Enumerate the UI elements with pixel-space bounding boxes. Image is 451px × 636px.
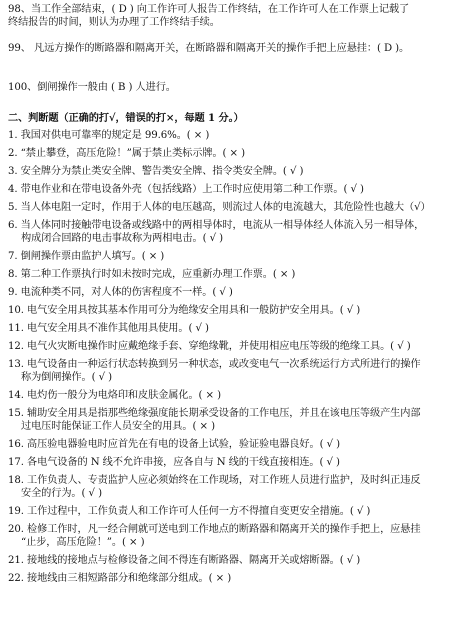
judgment-text: 6. 当人体同时接触带电设备或线路中的两相导体时，电流从一相导体经人体流入另一相导体， [8,220,425,231]
judgment-item [8,456,441,469]
judgment-item [8,183,441,196]
question-98 [8,3,441,42]
question-99 [8,42,441,81]
question-100 [8,81,441,107]
question-text: 100、倒闸操作一般由 ( B ) 人进行。 [8,82,176,93]
judgment-text: 4. 带电作业和在带电设备外壳（包括线路）上工作时应使用第二种工作票。( √ ) [8,184,364,195]
judgment-text-cont: 称为倒闸操作。( √ ) [21,372,113,383]
judgment-item [8,572,441,585]
judgment-text-cont: 过电压时能保证工作人员安全的用具。( × ) [21,421,215,432]
judgment-item [8,250,441,263]
judgment-text: 10. 电气安全用具按其基本作用可分为绝缘安全用具和一般防护安全用具。( √ ) [8,305,361,316]
judgment-item [8,407,441,433]
judgment-text: 18. 工作负责人、专责监护人应必须始终在工作现场，对工作班人员进行监护，及时纠正违反 [8,475,421,486]
judgment-item [8,554,441,567]
judgment-item [8,505,441,518]
judgment-item [8,286,441,299]
judgment-item [8,340,441,353]
judgment-item [8,438,441,451]
judgment-item [8,322,441,335]
judgment-text: 11. 电气安全用具不准作其他用具使用。( √ ) [8,323,209,334]
answer-options [8,29,441,42]
judgment-item [8,219,441,245]
judgment-item [8,201,441,214]
judgment-item [8,304,441,317]
judgment-text: 2. “禁止攀登，高压危险！”属于禁止类标示牌。( × ) [8,148,245,159]
judgment-text-cont: “止步，高压危险！”。( × ) [21,537,145,548]
judgment-text: 21. 接地线的接地点与检修设备之间不得连有断路器、隔离开关或熔断器。( √ ) [8,555,361,566]
judgment-text-cont: 构成闭合回路的电击事故称为两相电击。( √ ) [21,233,223,244]
judgment-text: 16. 高压验电器验电时应首先在有电的设备上试验，验证验电器良好。( √ ) [8,439,340,450]
question-text: 99、 凡远方操作的断路器和隔离开关，在断路器和隔离开关的操作手把上应悬挂：( D )。 [8,43,410,54]
true-false-list [8,129,441,585]
question-text-cont: 终结报告的时间，则认为办理了工作终结手续。 [8,17,220,28]
judgment-text: 12. 电气火灾断电操作时应戴绝缘手套、穿绝缘靴，并使用相应电压等级的绝缘工具。( √ ) [8,341,411,352]
judgment-text: 17. 各电气设备的 N 线不允许串接，应各自与 N 线的干线直接相连。( √ ) [8,457,340,468]
judgment-item [8,358,441,384]
judgment-item [8,523,441,549]
judgment-text: 19. 工作过程中，工作负责人和工作许可人任何一方不得擅自变更安全措施。( √ ) [8,506,371,517]
judgment-text: 9. 电流种类不同，对人体的伤害程度不一样。( √ ) [8,287,233,298]
judgment-text: 1. 我国对供电可靠率的规定是 99.6%。( × ) [8,130,210,141]
judgment-text: 5. 当人体电阻一定时，作用于人体的电压越高，则流过人体的电流越大，其危险性也越大（√） [8,202,431,213]
judgment-text: 15. 辅助安全用具是指那些绝缘强度能长期承受设备的工作电压，并且在该电压等级产生内部 [8,408,421,419]
judgment-item [8,165,441,178]
judgment-text: 20. 检修工作时，凡一经合闸就可送电到工作地点的断路器和隔离开关的操作手把上，应悬挂 [8,524,421,535]
judgment-text: 8. 第二种工作票执行时如未按时完成，应重新办理工作票。( × ) [8,269,296,280]
judgment-item [8,147,441,160]
judgment-item [8,474,441,500]
judgment-text: 13. 电气设备由一种运行状态转换到另一种状态，或改变电气一次系统运行方式所进行的操作 [8,359,421,370]
judgment-item [8,389,441,402]
judgment-text: 7. 倒闸操作票由监护人填写。( × ) [8,251,165,262]
section-heading: 二、判断题（正确的打√，错误的打×，每题 1 分。） [8,112,244,124]
judgment-text: 14. 电灼伤一般分为电烙印和皮肤金属化。( × ) [8,390,221,401]
judgment-text-cont: 安全的行为。( √ ) [21,488,102,499]
judgment-item [8,268,441,281]
judgment-text: 3. 安全牌分为禁止类安全牌、警告类安全牌、指令类安全牌。( √ ) [8,166,304,177]
question-text: 98、当工作全部结束，( D ) 向工作许可人报告工作终结，在工作许可人在工作票上记载了 [8,4,410,15]
answer-options [8,55,441,68]
judgment-text: 22. 接地线由三相短路部分和绝缘部分组成。( × ) [8,573,232,584]
answer-options [8,68,441,81]
judgment-item [8,129,441,142]
answer-options [8,94,441,107]
